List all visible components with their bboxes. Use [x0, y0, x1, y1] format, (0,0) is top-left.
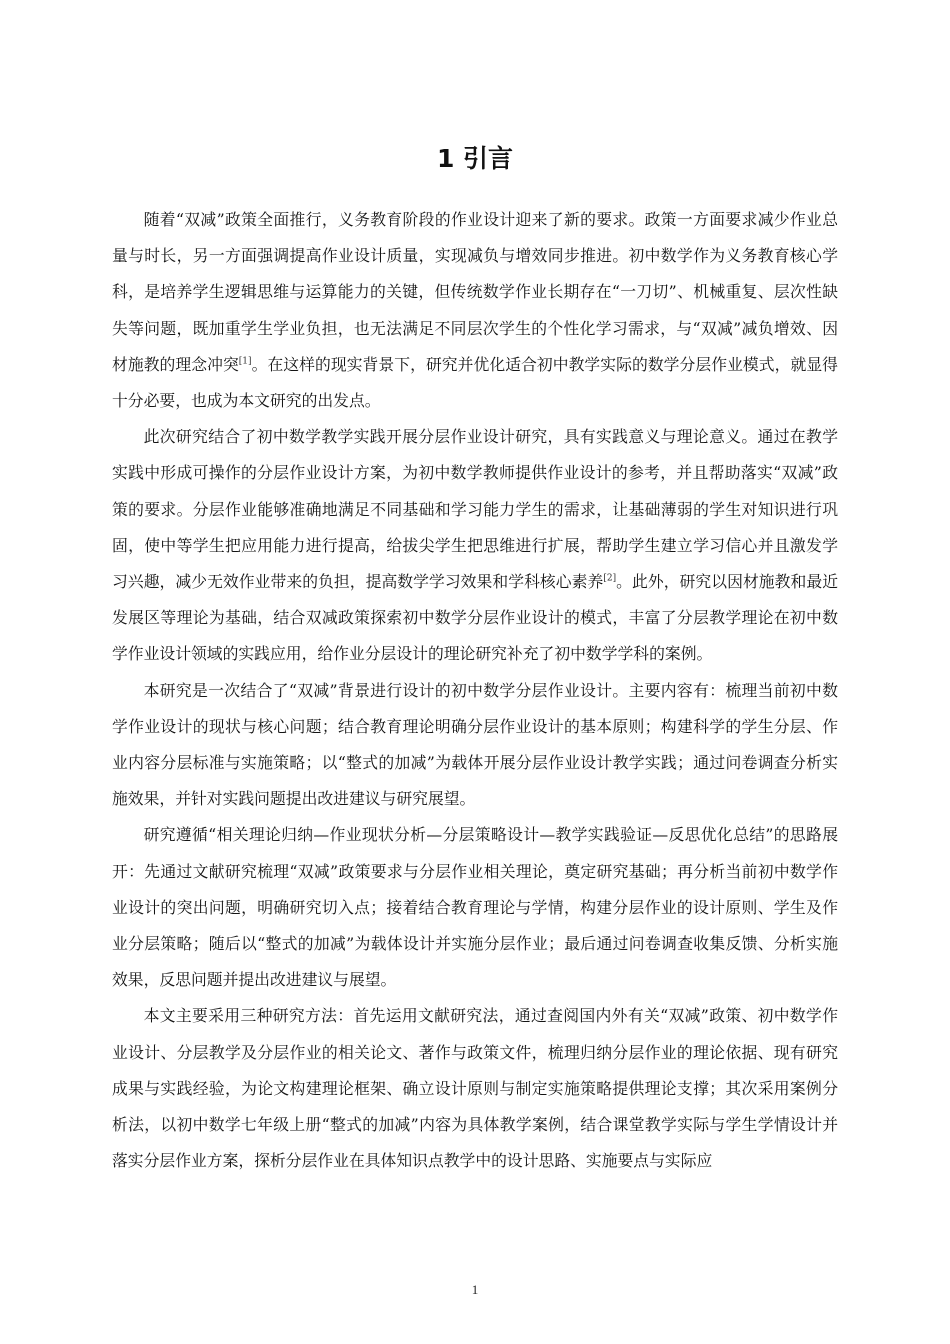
paragraph-background: [112, 202, 838, 419]
body-text: [112, 202, 838, 1179]
paragraph-text: 。在这样的现实背景下，研究并优化适合初中教学实际的数学分层作业模式，就显得十分必要，也成为本文研究的出发点。: [112, 354, 838, 411]
paragraph-significance: [112, 419, 838, 672]
paragraph-text: 本研究是一次结合了“双减”背景进行设计的初中数学分层作业设计。主要内容有：梳理当前初中数学作业设计的现状与核心问题；结合教育理论明确分层作业设计的基本原则；构建科学的学生分层、作业内容分层标准与实施策略；以“整式的加减”为载体开展分层作业设计教学实践；通过问卷调查分析实施效果，并针对实践问题提出改进建议与研究展望。: [112, 680, 838, 809]
paragraph-approach: [112, 817, 838, 998]
paragraph-text: 研究遵循“相关理论归纳—作业现状分析—分层策略设计—教学实践验证—反思优化总结”的思路展开：先通过文献研究梳理“双减”政策要求与分层作业相关理论，奠定研究基础；再分析当前初中数学作业设计的突出问题，明确研究切入点；接着结合教育理论与学情，构建分层作业的设计原则、学生及作业分层策略；随后以“整式的加减”为载体设计并实施分层作业；最后通过问卷调查收集反馈、分析实施效果，反思问题并提出改进建议与展望。: [112, 825, 838, 990]
page-number: 1: [471, 1282, 479, 1297]
paragraph-text: 。此外，研究以因材施教和最近发展区等理论为基础，结合双减政策探索初中数学分层作业设计的模式，丰富了分层教学理论在初中数学作业设计领域的实践应用，给作业分层设计的理论研究补充了初中数学学科的案例。: [112, 572, 838, 664]
paragraph-methods: [112, 998, 838, 1179]
citation-marker: [2]: [603, 573, 617, 584]
section-title: 1 引言: [436, 143, 514, 173]
citation-marker: [1]: [238, 356, 252, 367]
paragraph-text: 随着“双减”政策全面推行，义务教育阶段的作业设计迎来了新的要求。政策一方面要求减少作业总量与时长，另一方面强调提高作业设计质量，实现减负与增效同步推进。初中数学作为义务教育核心学科，是培养学生逻辑思维与运算能力的关键，但传统数学作业长期存在“一刀切”、机械重复、层次性缺失等问题，既加重学生学业负担，也无法满足不同层次学生的个性化学习需求，与“双减”减负增效、因材施教的理念冲突: [112, 210, 838, 374]
paragraph-content: [112, 673, 838, 818]
paragraph-text: 此次研究结合了初中数学教学实践开展分层作业设计研究，具有实践意义与理论意义。通过在教学实践中形成可操作的分层作业设计方案，为初中数学教师提供作业设计的参考，并且帮助落实“双减”政策的要求。分层作业能够准确地满足不同基础和学习能力学生的需求，让基础薄弱的学生对知识进行巩固，使中等学生把应用能力进行提高，给拔尖学生把思维进行扩展，帮助学生建立学习信心并且激发学习兴趣，减少无效作业带来的负担，提高数学学习效果和学科核心素养: [112, 427, 838, 592]
paragraph-text: 本文主要采用三种研究方法：首先运用文献研究法，通过查阅国内外有关“双减”政策、初中数学作业设计、分层教学及分层作业的相关论文、著作与政策文件，梳理归纳分层作业的理论依据、现有研究成果与实践经验，为论文构建理论框架、确立设计原则与制定实施策略提供理论支撑；其次采用案例分析法，以初中数学七年级上册“整式的加减”内容为具体教学案例，结合课堂教学实际与学生学情设计并落实分层作业方案，探析分层作业在具体知识点教学中的设计思路、实施要点与实际应: [112, 1006, 838, 1171]
